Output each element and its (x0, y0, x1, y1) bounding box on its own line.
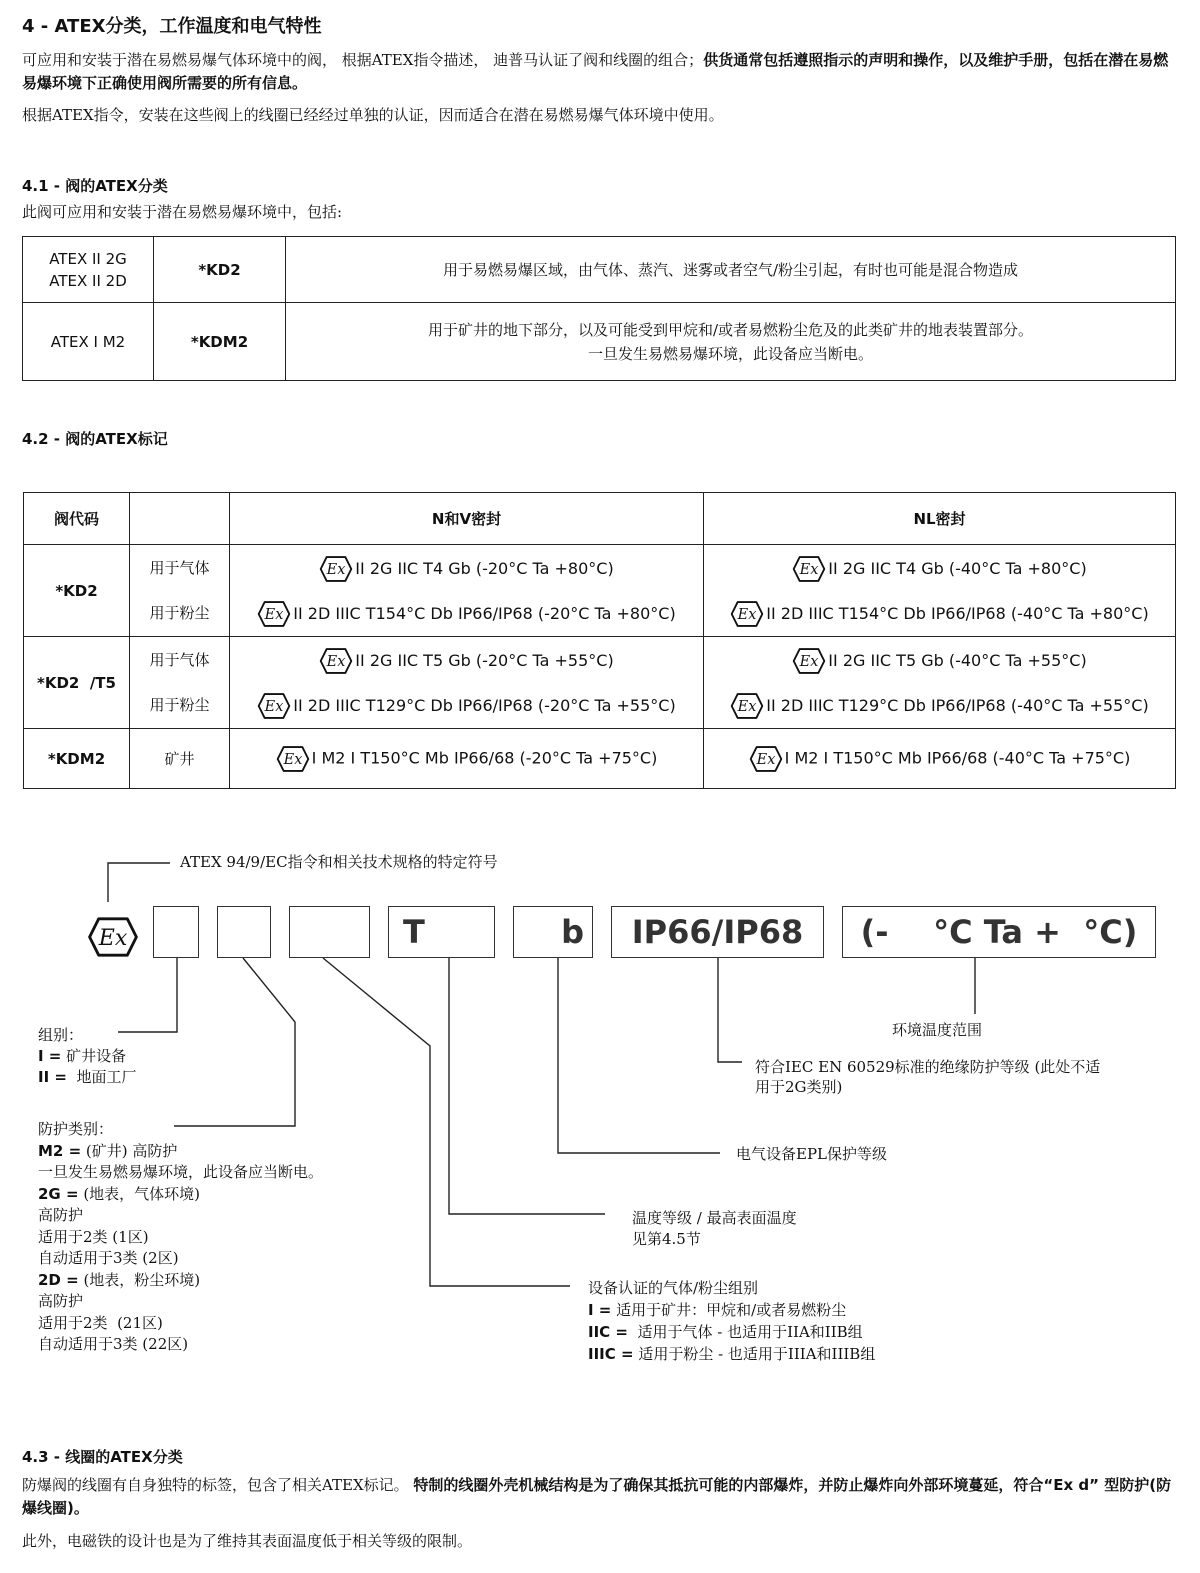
ip-note (755, 1057, 1100, 1097)
marking-box-group (153, 906, 199, 958)
valve-code-cell: *KDM2 (24, 729, 130, 789)
usage-dust: 用于粉尘 (149, 695, 210, 714)
ex-icon (319, 647, 353, 675)
gas-group-line (588, 1343, 875, 1365)
table-row (24, 545, 1176, 637)
marking-box-ip: IP66/IP68 (611, 906, 824, 958)
ex-icon (319, 555, 353, 583)
leader-line (323, 958, 570, 1286)
protection-line: 适用于2类 (1区) (38, 1227, 149, 1246)
table-row (24, 637, 1176, 729)
section-4-paragraph-1 (22, 49, 1182, 95)
protection-line: 高防护 (38, 1292, 84, 1310)
marking-box-temp-class: T (388, 906, 495, 958)
marking-box-gas-group (289, 906, 370, 958)
marking-line (704, 683, 1175, 728)
section-4-3-title: 4.3 - 线圈的ATEX分类 (22, 1448, 183, 1466)
protection-line (38, 1184, 323, 1206)
group-key: I = (38, 1047, 62, 1065)
gas-group-line (588, 1299, 875, 1321)
group-line (38, 1067, 137, 1088)
protection-line: 一旦发生易燃易爆环境，此设备应当断电。 (38, 1163, 324, 1181)
marking-line (704, 546, 1175, 591)
atex-category: ATEX II 2D (49, 271, 127, 290)
leader-line (449, 958, 605, 1214)
leader-line (558, 958, 720, 1153)
header-type (130, 493, 230, 545)
nl-marking-cell (704, 637, 1176, 729)
marking-text: II 2G IIC T5 Gb (-20°C Ta +55°C) (355, 650, 614, 670)
marking-text: II 2D IIIC T154°C Db IP66/IP68 (-40°C Ta +80°C) (766, 603, 1149, 623)
ex-icon (276, 745, 310, 773)
temp-class-line: 见第4.5节 (632, 1230, 701, 1248)
leader-line (118, 958, 177, 1032)
section-4-title: 4 - ATEX分类，工作温度和电气特性 (22, 16, 322, 37)
protection-key: 2G = (38, 1184, 79, 1203)
gas-group-text: 适用于粉尘 - 也适用于IIIA和IIIB组 (633, 1345, 876, 1363)
gas-group-text: 适用于矿井：甲烷和/或者易燃粉尘 (611, 1301, 847, 1319)
marking-text: II 2D IIIC T129°C Db IP66/IP68 (-20°C Ta +55°C) (293, 695, 676, 715)
description-cell: 用于易燃易爆区域，由气体、蒸汽、迷雾或者空气/粉尘引起，有时也可能是混合物造成 (286, 237, 1176, 303)
protection-line: 自动适用于3类 (22区) (38, 1335, 189, 1353)
marking-line (230, 745, 703, 773)
usage-mine: 矿井 (130, 729, 230, 789)
description-line: 用于矿井的地下部分，以及可能受到甲烷和/或者易燃粉尘危及的此类矿井的地表装置部分。 (427, 320, 1034, 339)
nv-marking-cell (230, 545, 704, 637)
ambient-temp-label: 环境温度范围 (892, 1021, 983, 1039)
atex-category-cell (23, 237, 154, 303)
valve-code-cell: *KD2 /T5 (24, 637, 130, 729)
usage-cell (130, 545, 230, 637)
ex-icon (749, 745, 783, 773)
atex-category-cell: ATEX I M2 (23, 303, 154, 381)
description-line: 一旦发生易燃易爆环境，此设备应当断电。 (587, 344, 873, 363)
paragraph-bold-text: 特制的线圈外壳机械结构是为了确保其抵抗可能的内部爆炸，并防止爆炸向外部环境蔓延，符合“Ex d” 型防护(防爆线圈)。 (22, 1476, 1172, 1517)
marking-text: II 2G IIC T4 Gb (-40°C Ta +80°C) (828, 558, 1087, 578)
marking-text: II 2D IIIC T154°C Db IP66/IP68 (-20°C Ta +80°C) (293, 603, 676, 623)
group-line (38, 1046, 137, 1067)
marking-line (230, 638, 703, 683)
section-4-1-title: 4.1 - 阀的ATEX分类 (22, 177, 168, 195)
gas-group-key: IIIC = (588, 1345, 634, 1363)
ex-icon (257, 692, 291, 720)
leader-line (718, 958, 742, 1062)
marking-text: I M2 I T150°C Mb IP66/68 (-40°C Ta +75°C) (784, 748, 1131, 767)
header-valve-code: 阀代码 (24, 493, 130, 545)
marking-line (230, 546, 703, 591)
marking-text: I M2 I T150°C Mb IP66/68 (-20°C Ta +75°C) (311, 748, 658, 767)
ip-note-line: 用于2G类别) (755, 1078, 843, 1096)
table-row (24, 729, 1176, 789)
gas-group-title: 设备认证的气体/粉尘组别 (588, 1279, 759, 1297)
section-4-3-paragraph-1 (22, 1474, 1182, 1520)
paragraph-bold-text: 供货通常包括遵照指示的声明和操作，以及维护手册，包括在潜在易燃易爆环境下正确使用阀所需要的所有信息。 (22, 51, 1169, 92)
marking-line (704, 638, 1175, 683)
marking-text: II 2G IIC T5 Gb (-40°C Ta +55°C) (828, 650, 1087, 670)
section-4-2-title: 4.2 - 阀的ATEX标记 (22, 430, 168, 448)
description-cell (286, 303, 1176, 381)
protection-block (38, 1119, 323, 1356)
nv-marking-cell (230, 637, 704, 729)
nl-marking-cell (704, 729, 1176, 789)
gas-group-line (588, 1321, 875, 1343)
table-header-row (24, 493, 1176, 545)
paragraph-text: 防爆阀的线圈有自身独特的标签，包含了相关ATEX标记。 (22, 1476, 414, 1494)
nv-marking-cell (230, 729, 704, 789)
protection-text: (矿井) 高防护 (81, 1141, 178, 1160)
group-key: II = (38, 1068, 67, 1086)
group-text: 地面工厂 (66, 1068, 137, 1086)
paragraph-text: 可应用和安装于潜在易燃易爆气体环境中的阀， 根据ATEX指令描述， 迪普马认证了阀和线圈的组合； (22, 51, 704, 69)
protection-key: M2 = (38, 1141, 82, 1160)
atex-marking-table (23, 492, 1176, 789)
ex-icon (730, 600, 764, 628)
usage-gas: 用于气体 (149, 558, 210, 577)
section-4-paragraph-2: 根据ATEX指令，安装在这些阀上的线圈已经经过单独的认证，因而适合在潜在易燃易爆气体环境中使用。 (22, 106, 724, 124)
ex-icon (730, 692, 764, 720)
marking-text: II 2G IIC T4 Gb (-20°C Ta +80°C) (355, 558, 614, 578)
protection-line (38, 1141, 323, 1163)
protection-key: 2D = (38, 1270, 79, 1289)
marking-line (230, 591, 703, 636)
group-text: 矿井设备 (61, 1047, 127, 1065)
header-nv-seal: N和V密封 (230, 493, 704, 545)
protection-line: 适用于2类 (21区) (38, 1313, 163, 1332)
ex-icon (257, 600, 291, 628)
temp-class-label (632, 1208, 797, 1250)
gas-group-key: IIC = (588, 1323, 628, 1341)
leader-line (174, 958, 295, 1126)
marking-line (704, 745, 1175, 773)
table-row (23, 237, 1176, 303)
atex-category: ATEX II 2G (49, 249, 127, 268)
marking-line (230, 683, 703, 728)
protection-line: 自动适用于3类 (2区) (38, 1249, 179, 1267)
ex-icon (792, 647, 826, 675)
temp-class-line: 温度等级 / 最高表面温度 (632, 1209, 797, 1227)
protection-line: 高防护 (38, 1206, 84, 1224)
marking-line (704, 591, 1175, 636)
valve-code-cell: *KD2 (24, 545, 130, 637)
gas-group-block (588, 1277, 875, 1365)
epl-label: 电气设备EPL保护等级 (736, 1145, 888, 1163)
leader-line (108, 863, 170, 902)
protection-line (38, 1270, 323, 1292)
protection-text: (地表，粉尘环境) (78, 1270, 201, 1289)
usage-gas: 用于气体 (149, 650, 210, 669)
protection-text: (地表，气体环境) (78, 1184, 201, 1203)
ex-icon (90, 919, 137, 955)
group-title: 组别： (38, 1026, 84, 1044)
ip-note-line: 符合IEC EN 60529标准的绝缘防护等级 (此处不适 (755, 1058, 1101, 1076)
group-block (38, 1025, 137, 1088)
valve-code-cell: *KDM2 (154, 303, 286, 381)
table-row (23, 303, 1176, 381)
protection-title: 防护类别： (38, 1120, 114, 1138)
section-4-1-intro: 此阀可应用和安装于潜在易燃易爆环境中，包括: (22, 203, 343, 221)
header-nl-seal: NL密封 (704, 493, 1176, 545)
marking-box-epl: b (513, 906, 593, 958)
marking-box-ambient-temp: (- °C Ta + °C) (842, 906, 1156, 958)
gas-group-text: 适用于气体 - 也适用于IIA和IIB组 (627, 1323, 863, 1341)
usage-dust: 用于粉尘 (149, 603, 210, 622)
marking-text: II 2D IIIC T129°C Db IP66/IP68 (-40°C Ta +55°C) (766, 695, 1149, 715)
section-4-3-paragraph-2: 此外，电磁铁的设计也是为了维持其表面温度低于相关等级的限制。 (22, 1532, 473, 1550)
gas-group-key: I = (588, 1301, 612, 1319)
diagram-top-label: ATEX 94/9/EC指令和相关技术规格的特定符号 (180, 853, 498, 871)
valve-code-cell: *KD2 (154, 237, 286, 303)
usage-cell (130, 637, 230, 729)
nl-marking-cell (704, 545, 1176, 637)
atex-classification-table (22, 236, 1176, 381)
marking-box-category (217, 906, 271, 958)
ex-icon (792, 555, 826, 583)
